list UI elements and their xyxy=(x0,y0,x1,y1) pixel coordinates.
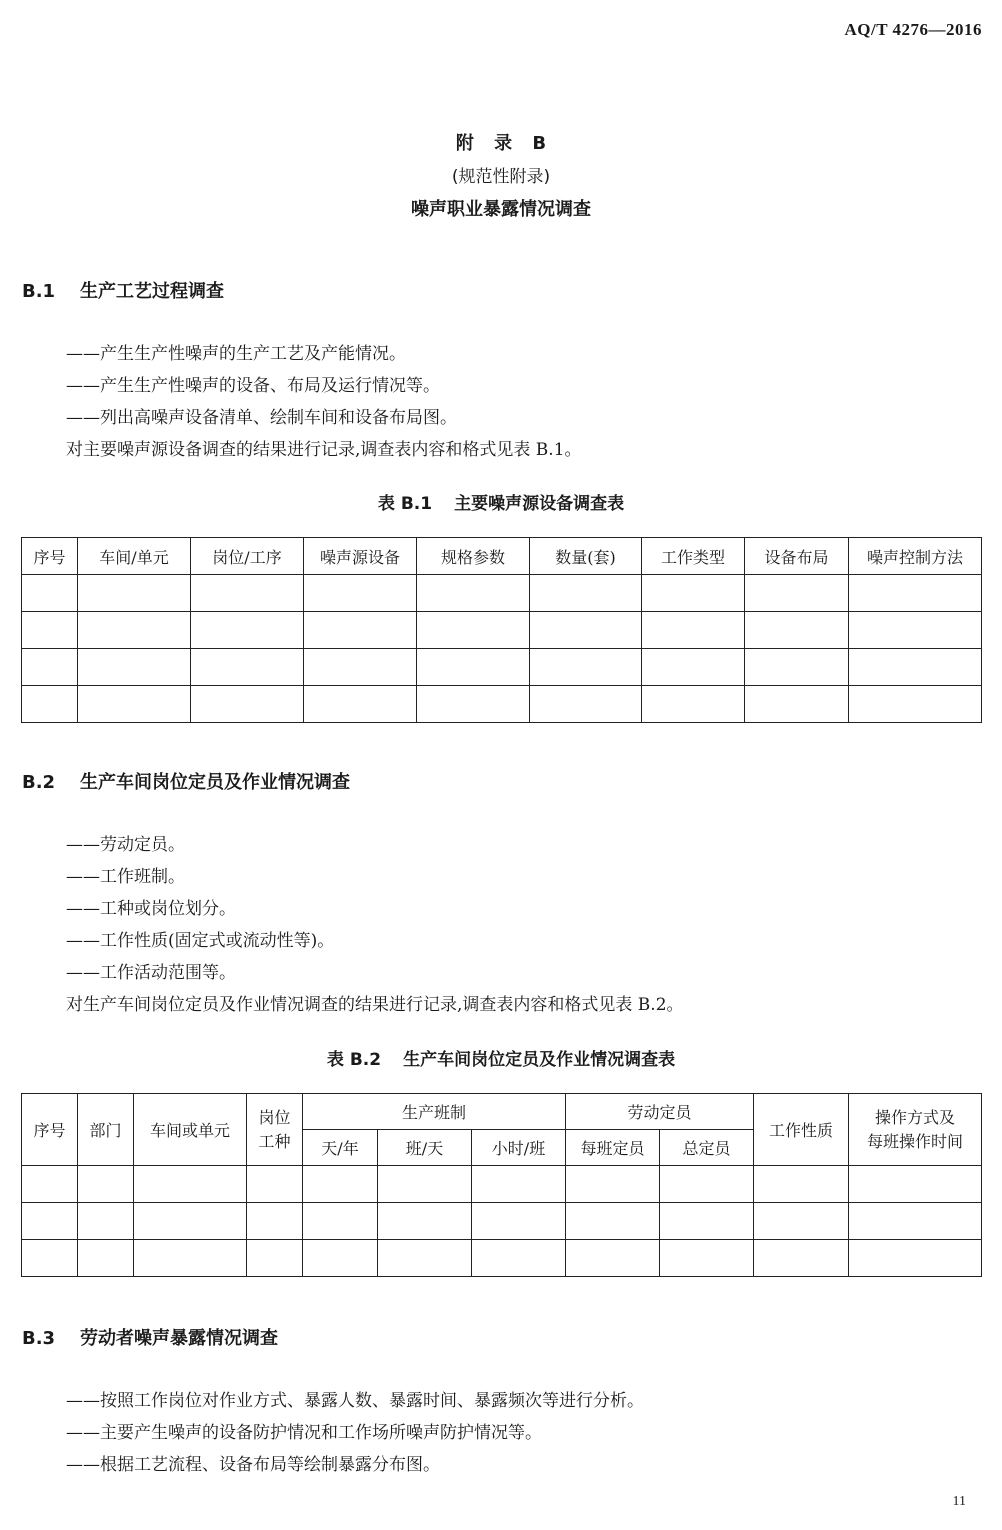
page-number: 11 xyxy=(952,1494,966,1509)
appendix-name: 噪声职业暴露情况调查 xyxy=(411,199,591,220)
table-row xyxy=(22,686,982,723)
list-item: ——产生生产性噪声的设备、布局及运行情况等。 xyxy=(66,376,440,396)
section-b3-body xyxy=(66,1385,644,1481)
table-row xyxy=(22,649,982,686)
appendix-subtitle: (规范性附录) xyxy=(451,167,551,187)
section-title: 劳动者噪声暴露情况调查 xyxy=(80,1328,278,1349)
column-header: 设备布局 xyxy=(745,538,849,575)
column-header: 工作性质 xyxy=(754,1094,849,1166)
column-header: 工作类型 xyxy=(642,538,745,575)
column-header: 规格参数 xyxy=(417,538,530,575)
table-b1 xyxy=(21,537,982,723)
column-header: 操作方式及 每班操作时间 xyxy=(849,1094,982,1166)
document-code: AQ/T 4276—2016 xyxy=(844,20,982,39)
table-header-row xyxy=(22,1094,982,1130)
column-header: 天/年 xyxy=(303,1130,378,1166)
column-header: 岗位 工种 xyxy=(247,1094,303,1166)
list-item: ——工作活动范围等。 xyxy=(66,963,236,983)
section-b1-body xyxy=(66,338,582,466)
column-header: 劳动定员 xyxy=(566,1094,754,1130)
list-item: ——列出高噪声设备清单、绘制车间和设备布局图。 xyxy=(66,408,457,428)
table-title: 主要噪声源设备调查表 xyxy=(454,494,625,514)
column-header: 数量(套) xyxy=(530,538,642,575)
list-item: ——工作性质(固定式或流动性等)。 xyxy=(66,931,335,951)
table-row xyxy=(22,612,982,649)
column-header: 岗位/工序 xyxy=(191,538,304,575)
section-number: B.2 xyxy=(22,772,56,793)
table-row xyxy=(22,1240,982,1277)
list-item: ——主要产生噪声的设备防护情况和工作场所噪声防护情况等。 xyxy=(66,1423,542,1443)
column-header: 序号 xyxy=(22,1094,78,1166)
table-number: 表 B.2 xyxy=(326,1050,382,1070)
column-header: 噪声控制方法 xyxy=(849,538,982,575)
paragraph: 对生产车间岗位定员及作业情况调查的结果进行记录,调查表内容和格式见表 B.2。 xyxy=(66,995,684,1015)
table-b1-caption xyxy=(0,489,1002,514)
column-header: 每班定员 xyxy=(566,1130,660,1166)
list-item: ——劳动定员。 xyxy=(66,835,185,855)
paragraph: 对主要噪声源设备调查的结果进行记录,调查表内容和格式见表 B.1。 xyxy=(66,440,582,460)
section-b2-body xyxy=(66,829,684,1021)
section-number: B.1 xyxy=(22,281,56,302)
section-title: 生产工艺过程调查 xyxy=(80,281,224,302)
column-header: 班/天 xyxy=(378,1130,472,1166)
table-row xyxy=(22,575,982,612)
list-item: ——工作班制。 xyxy=(66,867,185,887)
column-header: 总定员 xyxy=(660,1130,754,1166)
table-number: 表 B.1 xyxy=(377,494,433,514)
column-header: 噪声源设备 xyxy=(304,538,417,575)
list-item: ——按照工作岗位对作业方式、暴露人数、暴露时间、暴露频次等进行分析。 xyxy=(66,1391,644,1411)
column-header: 部门 xyxy=(78,1094,134,1166)
section-number: B.3 xyxy=(22,1328,56,1349)
section-title: 生产车间岗位定员及作业情况调查 xyxy=(80,772,350,793)
column-header: 生产班制 xyxy=(303,1094,566,1130)
column-header: 序号 xyxy=(22,538,78,575)
table-b2 xyxy=(21,1093,982,1277)
table-header-row xyxy=(22,538,982,575)
list-item: ——产生生产性噪声的生产工艺及产能情况。 xyxy=(66,344,406,364)
column-header: 小时/班 xyxy=(472,1130,566,1166)
table-row xyxy=(22,1166,982,1203)
column-header: 车间/单元 xyxy=(78,538,191,575)
section-b3-heading xyxy=(22,1324,278,1350)
table-row xyxy=(22,1203,982,1240)
section-b1-heading xyxy=(22,277,224,303)
appendix-title: 附 录 B xyxy=(455,133,547,154)
table-title: 生产车间岗位定员及作业情况调查表 xyxy=(403,1050,676,1070)
table-b2-caption xyxy=(0,1045,1002,1070)
list-item: ——根据工艺流程、设备布局等绘制暴露分布图。 xyxy=(66,1455,440,1475)
list-item: ——工种或岗位划分。 xyxy=(66,899,236,919)
section-b2-heading xyxy=(22,768,350,794)
column-header: 车间或单元 xyxy=(134,1094,247,1166)
